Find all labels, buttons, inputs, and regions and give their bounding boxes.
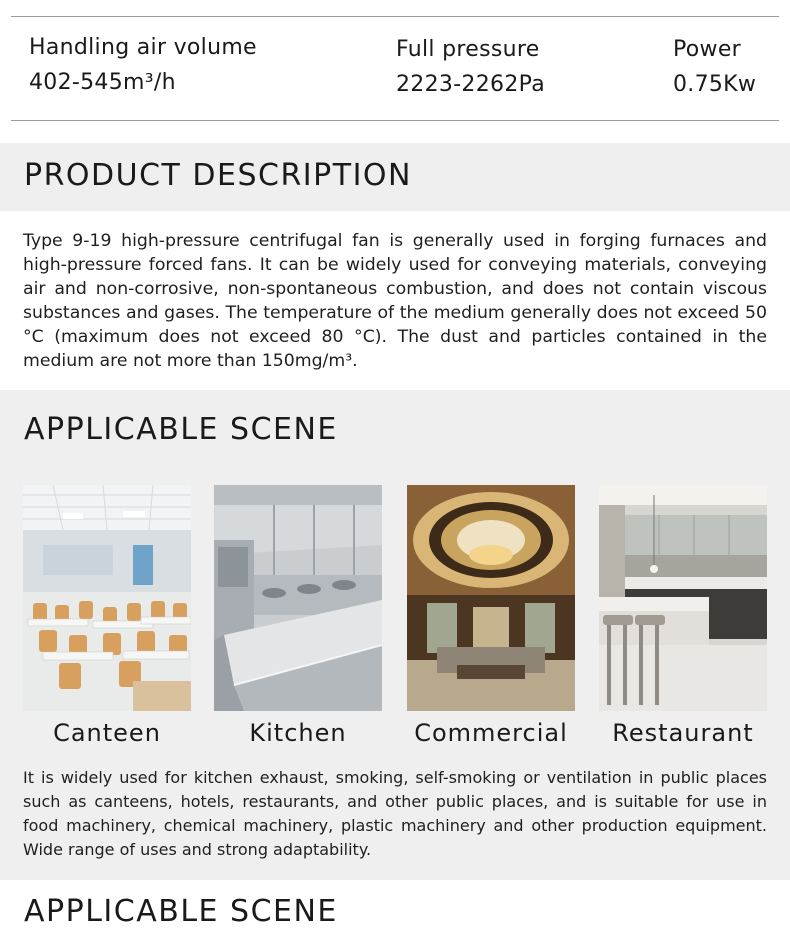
product-description-header [0,143,790,211]
spec-full-pressure [396,37,545,97]
kitchen-photo [214,485,382,711]
commercial-photo [407,485,575,711]
applicable-scene-section [0,390,790,880]
spec-full-pressure-value: 2223-2262Pa [396,72,545,97]
product-description-text: Type 9-19 high-pressure centrifugal fan is generally used in forging furnaces and high-pressure forced fans. It can be widely used for conveying materials, conveying air and non-corrosive, non-spontaneous combustion, and does not contain viscous substances and gases. The temperature of the medium generally does not exceed 50 °C (maximum does not exceed 80 °C). The dust and particles contained in the medium are not more than 150mg/m³. [23,231,767,371]
restaurant-photo [599,485,767,711]
spec-air-volume [29,35,257,95]
product-description-heading: PRODUCT DESCRIPTION [24,158,412,193]
spec-power [673,37,756,97]
spec-power-label: Power [673,37,742,62]
scene-commercial [407,485,575,747]
scene-restaurant [599,485,767,747]
scene-canteen-caption: Canteen [53,719,161,747]
spec-power-value: 0.75Kw [673,72,757,97]
applicable-scene-heading-2: APPLICABLE SCENE [24,894,338,929]
spec-air-volume-label: Handling air volume [29,35,257,60]
scene-canteen [23,485,191,747]
applicable-scene-header-2 [0,880,790,932]
applicable-scene-text: It is widely used for kitchen exhaust, smoking, self-smoking or ventilation in public places such as canteens, hotels, restaurants, and other public places, and is suitable for use in food machinery, chemical machinery, plastic machinery and other production equipment. Wide range of uses and strong adaptability. [23,768,767,859]
spec-full-pressure-label: Full pressure [396,37,540,62]
spec-air-volume-value: 402-545m³/h [29,70,176,95]
scene-kitchen [214,485,382,747]
scene-restaurant-caption: Restaurant [612,719,754,747]
applicable-scene-heading: APPLICABLE SCENE [24,412,338,447]
scene-commercial-caption: Commercial [414,719,568,747]
scene-kitchen-caption: Kitchen [249,719,347,747]
canteen-photo [23,485,191,711]
spec-summary [11,16,779,121]
